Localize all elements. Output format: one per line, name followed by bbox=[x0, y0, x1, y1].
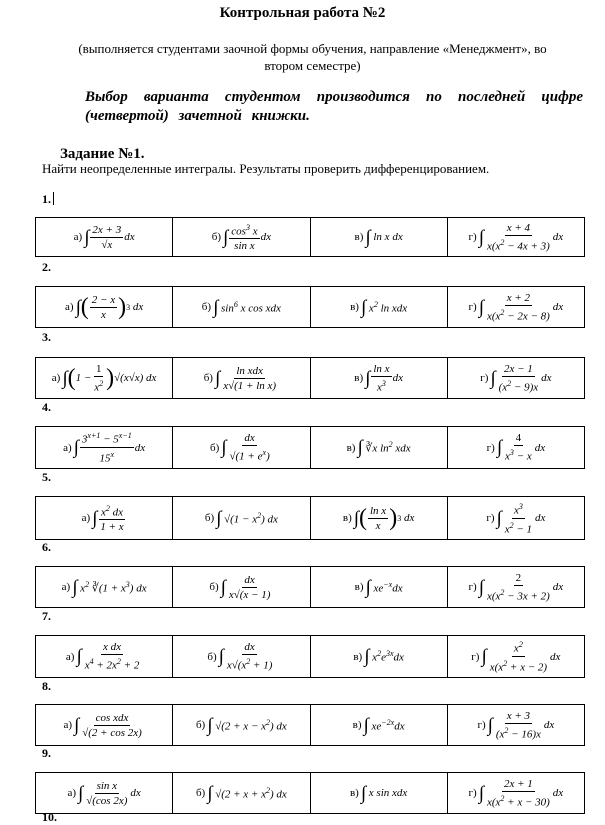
integral-cell: а) ∫ $\frac{\text{x dx}}{x^4 + 2x^2 + 2}$ bbox=[65, 641, 140, 672]
integral-cell: г) ∫ $\frac{2x + 1}{x(x^2 + x - 30)}$ dx bbox=[447, 773, 584, 813]
variant-number: 1. bbox=[42, 192, 54, 207]
variant-row bbox=[35, 566, 585, 608]
integral-cell: в) ∫ $xe^{-x}dx$ bbox=[310, 567, 447, 607]
integral-cell: в) ∫ $xe^{-2x}dx$ bbox=[310, 705, 447, 745]
integral-cell: в) ∫ $\frac{\text{ln x}}{x^3}$ dx bbox=[310, 358, 447, 398]
subtitle bbox=[40, 40, 585, 74]
integral-cell: а) ∫ $x^2$ ∛(1 + $x^3$) dx bbox=[61, 576, 147, 598]
text-cursor bbox=[53, 192, 54, 205]
integral-cell: в) ∫ ∛x $\ln^2$ xdx bbox=[310, 427, 447, 468]
variant-number: 10. bbox=[42, 810, 57, 824]
variant-number: 9. bbox=[42, 746, 51, 760]
variant-number: 5. bbox=[42, 470, 51, 484]
integral-cell: б) ∫ $√(2 + x + x^2)$ dx bbox=[172, 773, 309, 813]
variant-row bbox=[35, 635, 585, 678]
page-title: Контрольная работа №2 bbox=[219, 5, 386, 21]
integral-cell: б) ∫ $\frac{dx}{x√(x^2 + 1)}$ bbox=[172, 636, 309, 677]
variant-number: 2. bbox=[42, 260, 51, 274]
integral-cell: г) ∫ $\frac{2}{x(x^2 - 3x + 2)}$ dx bbox=[447, 567, 584, 607]
integral-cell: в) ∫ ln x dx bbox=[310, 218, 447, 256]
integral-cell: г) ∫ $\frac{4}{x^3 - x}$ dx bbox=[447, 427, 584, 468]
integral-cell: б) ∫ $\sin^6 x$ cos xdx bbox=[172, 287, 309, 327]
variant-note: Выбор варианта студентом производится по последней цифре (четвертой) зачетной книжки. bbox=[85, 89, 583, 124]
integral-cell: а) ∫ $\frac{\text{sin x}}{√(\cos 2x)}$ dx bbox=[67, 779, 141, 807]
integral-cell: б) ∫ $\frac{dx}{x√(x - 1)}$ bbox=[172, 567, 309, 607]
subtitle-line-2: втором семестре) bbox=[264, 58, 361, 73]
integral-cell: г) ∫ $\frac{x + 2}{x(x^2 - 2x - 8)}$ dx bbox=[447, 287, 584, 327]
integral-cell: а) ∫ ( $\frac{2 - x}{x}$ ) 3 dx bbox=[65, 293, 144, 321]
variant-row bbox=[35, 496, 585, 540]
variant-row bbox=[35, 217, 585, 257]
integral-cell: б) ∫ $√(2 + x - x^2)$ dx bbox=[172, 705, 309, 745]
task-instructions: Найти неопределенные интегралы. Результаты проверить дифференцированием. bbox=[42, 161, 490, 176]
integral-cell: в) ∫ $x^2$ ln xdx bbox=[310, 287, 447, 327]
integral-cell: г) ∫ $\frac{x + 4}{x(x^2 - 4x + 3)}$ dx bbox=[447, 218, 584, 256]
integral-cell: б) ∫ $\frac{\text{ln xdx}}{\text{x√(1 + ln x)}}$ bbox=[172, 358, 309, 398]
variant-row bbox=[35, 772, 585, 814]
integral-cell: а) ∫ $\frac{2x + 3}{√x}$ dx bbox=[73, 223, 135, 251]
integral-cell: б) ∫ $√(1 - x^2)$ dx bbox=[172, 497, 309, 539]
integral-cell: а) ∫ $\frac{\text{cos xdx}}{√(2 + \cos 2x)}$ bbox=[63, 711, 142, 739]
task-heading: Задание №1. bbox=[60, 146, 145, 162]
variant-number: 3. bbox=[42, 330, 51, 344]
variant-row bbox=[35, 426, 585, 469]
variant-row bbox=[35, 286, 585, 328]
variant-row bbox=[35, 704, 585, 746]
integral-cell: г) ∫ $\frac{2x - 1}{(x^2 - 9)x}$ dx bbox=[447, 358, 584, 398]
integral-cell: в) ∫ $x^2e^{3x}dx$ bbox=[310, 636, 447, 677]
integral-cell: а) ∫ $\frac{3^{x+1} - 5^{x-1}}{15^x}$ dx bbox=[63, 431, 146, 465]
integral-cell: г) ∫ $\frac{x + 3}{(x^2 - 16)x}$ dx bbox=[447, 705, 584, 745]
variant-number: 7. bbox=[42, 609, 51, 623]
integral-cell: г) ∫ $\frac{x^3}{x^2 - 1}$ dx bbox=[447, 497, 584, 539]
subtitle-line-1: (выполняется студентами заочной формы обучения, направление «Менеджмент», во bbox=[78, 41, 547, 56]
variant-number: 8. bbox=[42, 679, 51, 693]
integral-cell: б) ∫ $\frac{dx}{√(1 + e^x)}$ bbox=[172, 427, 309, 468]
variant-number: 6. bbox=[42, 540, 51, 554]
variant-row bbox=[35, 357, 585, 399]
integral-cell: а) ∫ $\frac{x^2 dx}{1 + x}$ bbox=[81, 503, 124, 534]
integral-cell: а) ∫ ( 1 − $\frac{1}{x^2}$ ) √(x√x) dx bbox=[51, 362, 157, 394]
integral-cell: в) ∫ x sin xdx bbox=[310, 773, 447, 813]
integral-cell: б) ∫ $\frac{\cos^3 x}{\text{sin x}}$ dx bbox=[172, 218, 309, 256]
integral-cell: г) ∫ $\frac{x^2}{x(x^2 + x - 2)}$ dx bbox=[447, 636, 584, 677]
integral-cell: в) ∫ ( $\frac{\text{ln x}}{x}$ ) 3 dx bbox=[310, 497, 447, 539]
variant-number: 4. bbox=[42, 400, 51, 414]
